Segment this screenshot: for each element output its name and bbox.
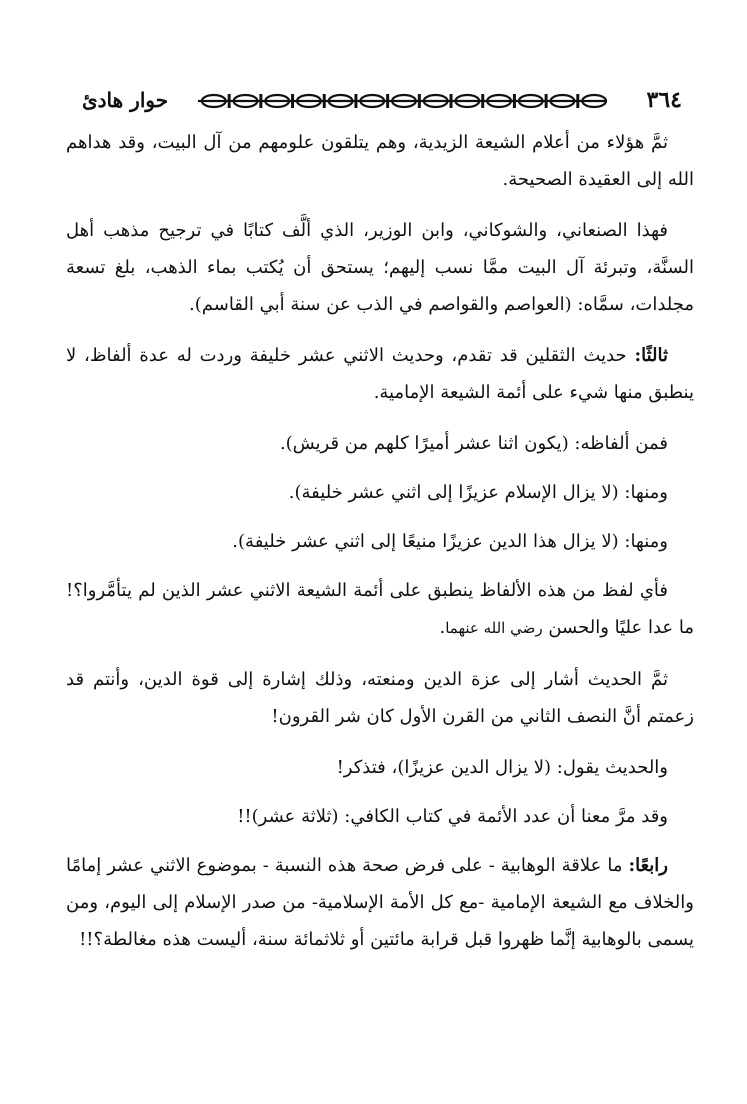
paragraph-hadith-wording-2 — [66, 474, 694, 511]
paragraph-al-kafi — [66, 798, 694, 835]
paragraph-zaydi-scholars — [66, 124, 694, 198]
decorative-chain-ornament-icon — [194, 90, 610, 112]
paragraph-text: وقد مرَّ معنا أن عدد الأئمة في كتاب الكافي: (ثلاثة عشر)!! — [237, 806, 668, 827]
paragraph-hadith-wording-1 — [66, 425, 694, 462]
paragraph-text: فمن ألفاظه: (يكون اثنا عشر أميرًا كلهم من قريش). — [279, 433, 668, 454]
paragraph-text: ومنها: (لا يزال الإسلام عزيزًا إلى اثني عشر خليفة). — [288, 482, 668, 503]
paragraph-point-four — [66, 847, 694, 958]
paragraph-text: ثمَّ هؤلاء من أعلام الشيعة الزيدية، وهم يتلقون علومهم من آل البيت، وقد هداهم الله إلى العقيدة الصحيحة. — [66, 132, 694, 190]
point-heading: ثالثًا: — [634, 345, 668, 366]
paragraph-hadith-wording-3 — [66, 523, 694, 560]
paragraph-which-wording — [66, 572, 694, 647]
paragraph-strength-of-religion — [66, 661, 694, 735]
paragraph-text: فأي لفظ من هذه الألفاظ ينطبق على أئمة الشيعة الاثني عشر الذين لم يتأمَّروا؟! ما عدا عليًا والحسن — [66, 580, 694, 638]
paragraph-hadith-says — [66, 749, 694, 786]
paragraph-point-three — [66, 337, 694, 411]
page-body — [66, 124, 694, 972]
page-number: ٣٦٤ — [646, 87, 682, 113]
point-heading: رابعًا: — [628, 855, 668, 876]
page-header — [82, 86, 682, 116]
honorific-symbol: رضي الله عنهما — [445, 619, 543, 637]
paragraph-text: والحديث يقول: (لا يزال الدين عزيزًا)، فتذكر! — [336, 757, 668, 778]
book-title: حوار هادئ — [82, 88, 169, 112]
paragraph-text: فهذا الصنعاني، والشوكاني، وابن الوزير، الذي ألَّف كتابًا في ترجيح مذهب أهل السنَّة، وتبرئة آل البيت ممَّا نسب إليهم؛ يستحق أن يُكتب بماء الذهب، بلغ تسعة مجلدات، سمَّاه: (العواصم والقواصم في الذب عن سنة أبي القاسم). — [66, 220, 694, 315]
paragraph-tail: . — [439, 617, 446, 638]
paragraph-text: ثمَّ الحديث أشار إلى عزة الدين ومنعته، وذلك إشارة إلى قوة الدين، وأنتم قد زعمتم أنَّ النصف الثاني من القرن الأول كان شر القرون! — [66, 669, 694, 727]
paragraph-text: ومنها: (لا يزال هذا الدين عزيزًا منيعًا إلى اثني عشر خليفة). — [232, 531, 668, 552]
paragraph-sanani-shawkani — [66, 212, 694, 323]
paragraph-text: ما علاقة الوهابية - على فرض صحة هذه النسبة - بموضوع الاثني عشر إمامًا والخلاف مع الشيعة الإمامية -مع كل الأمة الإسلامية- من صدر الإسلام إلى اليوم، ومن يسمى بالوهابية إنَّما ظهروا قبل قرابة مائتين أو ثلاثمائة سنة، أليست هذه مغالطة؟!! — [66, 855, 694, 950]
paragraph-text: حديث الثقلين قد تقدم، وحديث الاثني عشر خليفة وردت له عدة ألفاظ، لا ينطبق منها شيء على أئمة الشيعة الإمامية. — [66, 345, 694, 403]
